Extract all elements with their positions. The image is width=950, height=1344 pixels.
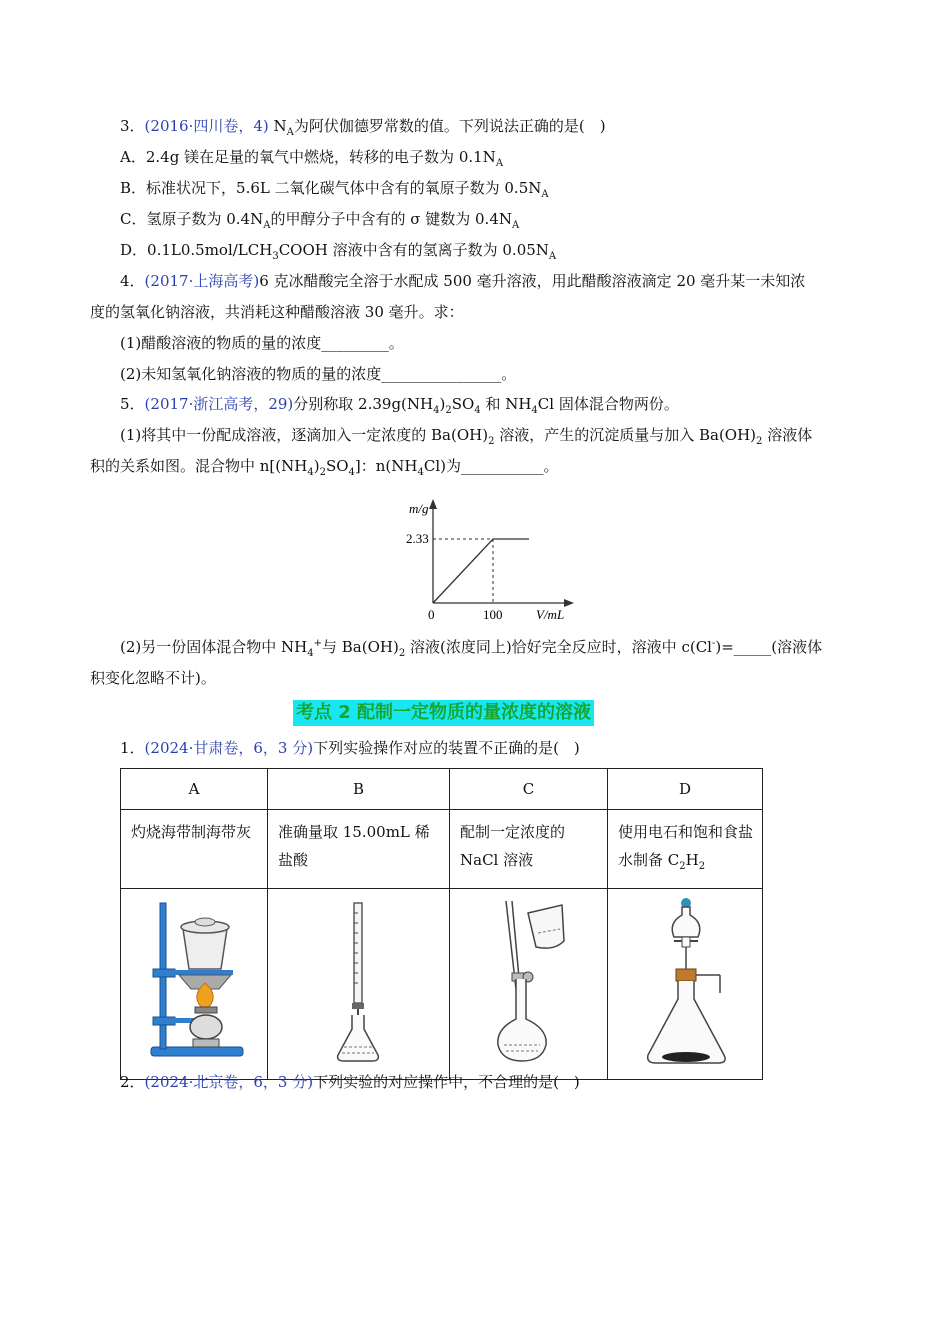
desc-b: 准确量取 15.00mL 稀盐酸 bbox=[268, 810, 450, 889]
gas-generator-icon bbox=[608, 889, 762, 1075]
table-header-row bbox=[121, 769, 763, 810]
section-heading: 考点 2 配制一定物质的量浓度的溶液 bbox=[293, 700, 594, 726]
q5-source: (2017·浙江高考，29) bbox=[144, 395, 294, 413]
options-table bbox=[120, 768, 763, 1080]
table-desc-row bbox=[121, 810, 763, 889]
q5-stem: 5．(2017·浙江高考，29)分别称取 $2.39g(NH_4)_2SO_4$ 和 $NH_4Cl$ 固体混合物两份。 bbox=[120, 395, 679, 416]
header-b: B bbox=[268, 769, 450, 810]
desc-c: 配制一定浓度的 NaCl 溶液 bbox=[450, 810, 608, 889]
q1-source: (2024·甘肃卷，6，3 分) bbox=[144, 739, 314, 757]
q3-option-c: C．氢原子数为 $0.4N_A$的甲醇分子中含有的 σ 键数为 $0.4N_A$ bbox=[120, 210, 520, 231]
q4-part1: (1)醋酸溶液的物质的量的浓度_________。 bbox=[120, 334, 404, 352]
q3-source: (2016·四川卷，4) bbox=[144, 117, 269, 135]
apparatus-b bbox=[268, 889, 450, 1080]
data-line bbox=[433, 539, 529, 603]
burette-flask-icon bbox=[268, 889, 449, 1075]
precipitate-mass-chart bbox=[400, 495, 580, 625]
apparatus-d bbox=[608, 889, 763, 1080]
x-tick-label: 100 bbox=[483, 607, 503, 622]
q4-source: (2017·上海高考) bbox=[144, 272, 260, 290]
origin-tick-label: 0 bbox=[428, 607, 435, 622]
q5-part2-line2: 积变化忽略不计)。 bbox=[90, 669, 216, 687]
apparatus-c bbox=[450, 889, 608, 1080]
crucible-heating-icon bbox=[121, 889, 267, 1075]
q3-stem: 3．(2016·四川卷，4) $N_A$为阿伏伽德罗常数的值。下列说法正确的是( ) bbox=[120, 117, 606, 138]
q3-option-a: A．2.4g 镁在足量的氧气中燃烧，转移的电子数为 $0.1N_A$ bbox=[120, 148, 504, 169]
header-d: D bbox=[608, 769, 763, 810]
desc-a: 灼烧海带制海带灰 bbox=[121, 810, 268, 889]
q2-source: (2024·北京卷，6，3 分) bbox=[144, 1073, 314, 1091]
q4-stem-line2: 度的氢氧化钠溶液，共消耗这种醋酸溶液 30 毫升。求： bbox=[90, 303, 464, 321]
volumetric-flask-icon bbox=[450, 889, 607, 1075]
header-c: C bbox=[450, 769, 608, 810]
q2-stem: 2．(2024·北京卷，6，3 分)下列实验的对应操作中，不合理的是( ) bbox=[120, 1073, 580, 1091]
q1-stem: 1．(2024·甘肃卷，6，3 分)下列实验操作对应的装置不正确的是( ) bbox=[120, 739, 580, 757]
q5-part1-line2: 积的关系如图。混合物中 $n[(NH_4)_2SO_4]$：$n(NH_4Cl)$为___________。 bbox=[90, 457, 559, 478]
q5-part2: (2)另一份固体混合物中 $NH_4^+$与 $Ba(OH)_2$ 溶液(浓度同上)恰好完全反应时，溶液中 c(Cl-)=_____(溶液体 bbox=[120, 638, 823, 659]
x-axis-label: V/mL bbox=[536, 607, 565, 622]
q5-part1: (1)将其中一份配成溶液，逐滴加入一定浓度的 $Ba(OH)_2$ 溶液，产生的沉淀质量与加入 $Ba(OH)_2$ 溶液体 bbox=[120, 426, 813, 447]
q3-option-b: B．标准状况下，5.6L 二氧化碳气体中含有的氧原子数为 $0.5N_A$ bbox=[120, 179, 549, 200]
desc-d: 使用电石和饱和食盐水制备 $C_2H_2$ bbox=[608, 810, 763, 889]
y-axis-arrow bbox=[429, 499, 437, 509]
q4-part2: (2)未知氢氧化钠溶液的物质的量的浓度________________。 bbox=[120, 365, 517, 383]
x-axis-arrow bbox=[564, 599, 574, 607]
q4-stem: 4．(2017·上海高考)6 克冰醋酸完全溶于水配成 500 毫升溶液，用此醋酸溶液滴定 20 毫升某一未知浓 bbox=[120, 272, 806, 290]
table-image-row bbox=[121, 889, 763, 1080]
apparatus-a bbox=[121, 889, 268, 1080]
y-tick-label: 2.33 bbox=[406, 531, 429, 546]
q3-option-d: D．$0.1L0.5mol/LCH_3COOH$ 溶液中含有的氢离子数为 $0.05N_A$ bbox=[120, 241, 557, 262]
y-axis-label: m/g bbox=[409, 501, 429, 516]
header-a: A bbox=[121, 769, 268, 810]
